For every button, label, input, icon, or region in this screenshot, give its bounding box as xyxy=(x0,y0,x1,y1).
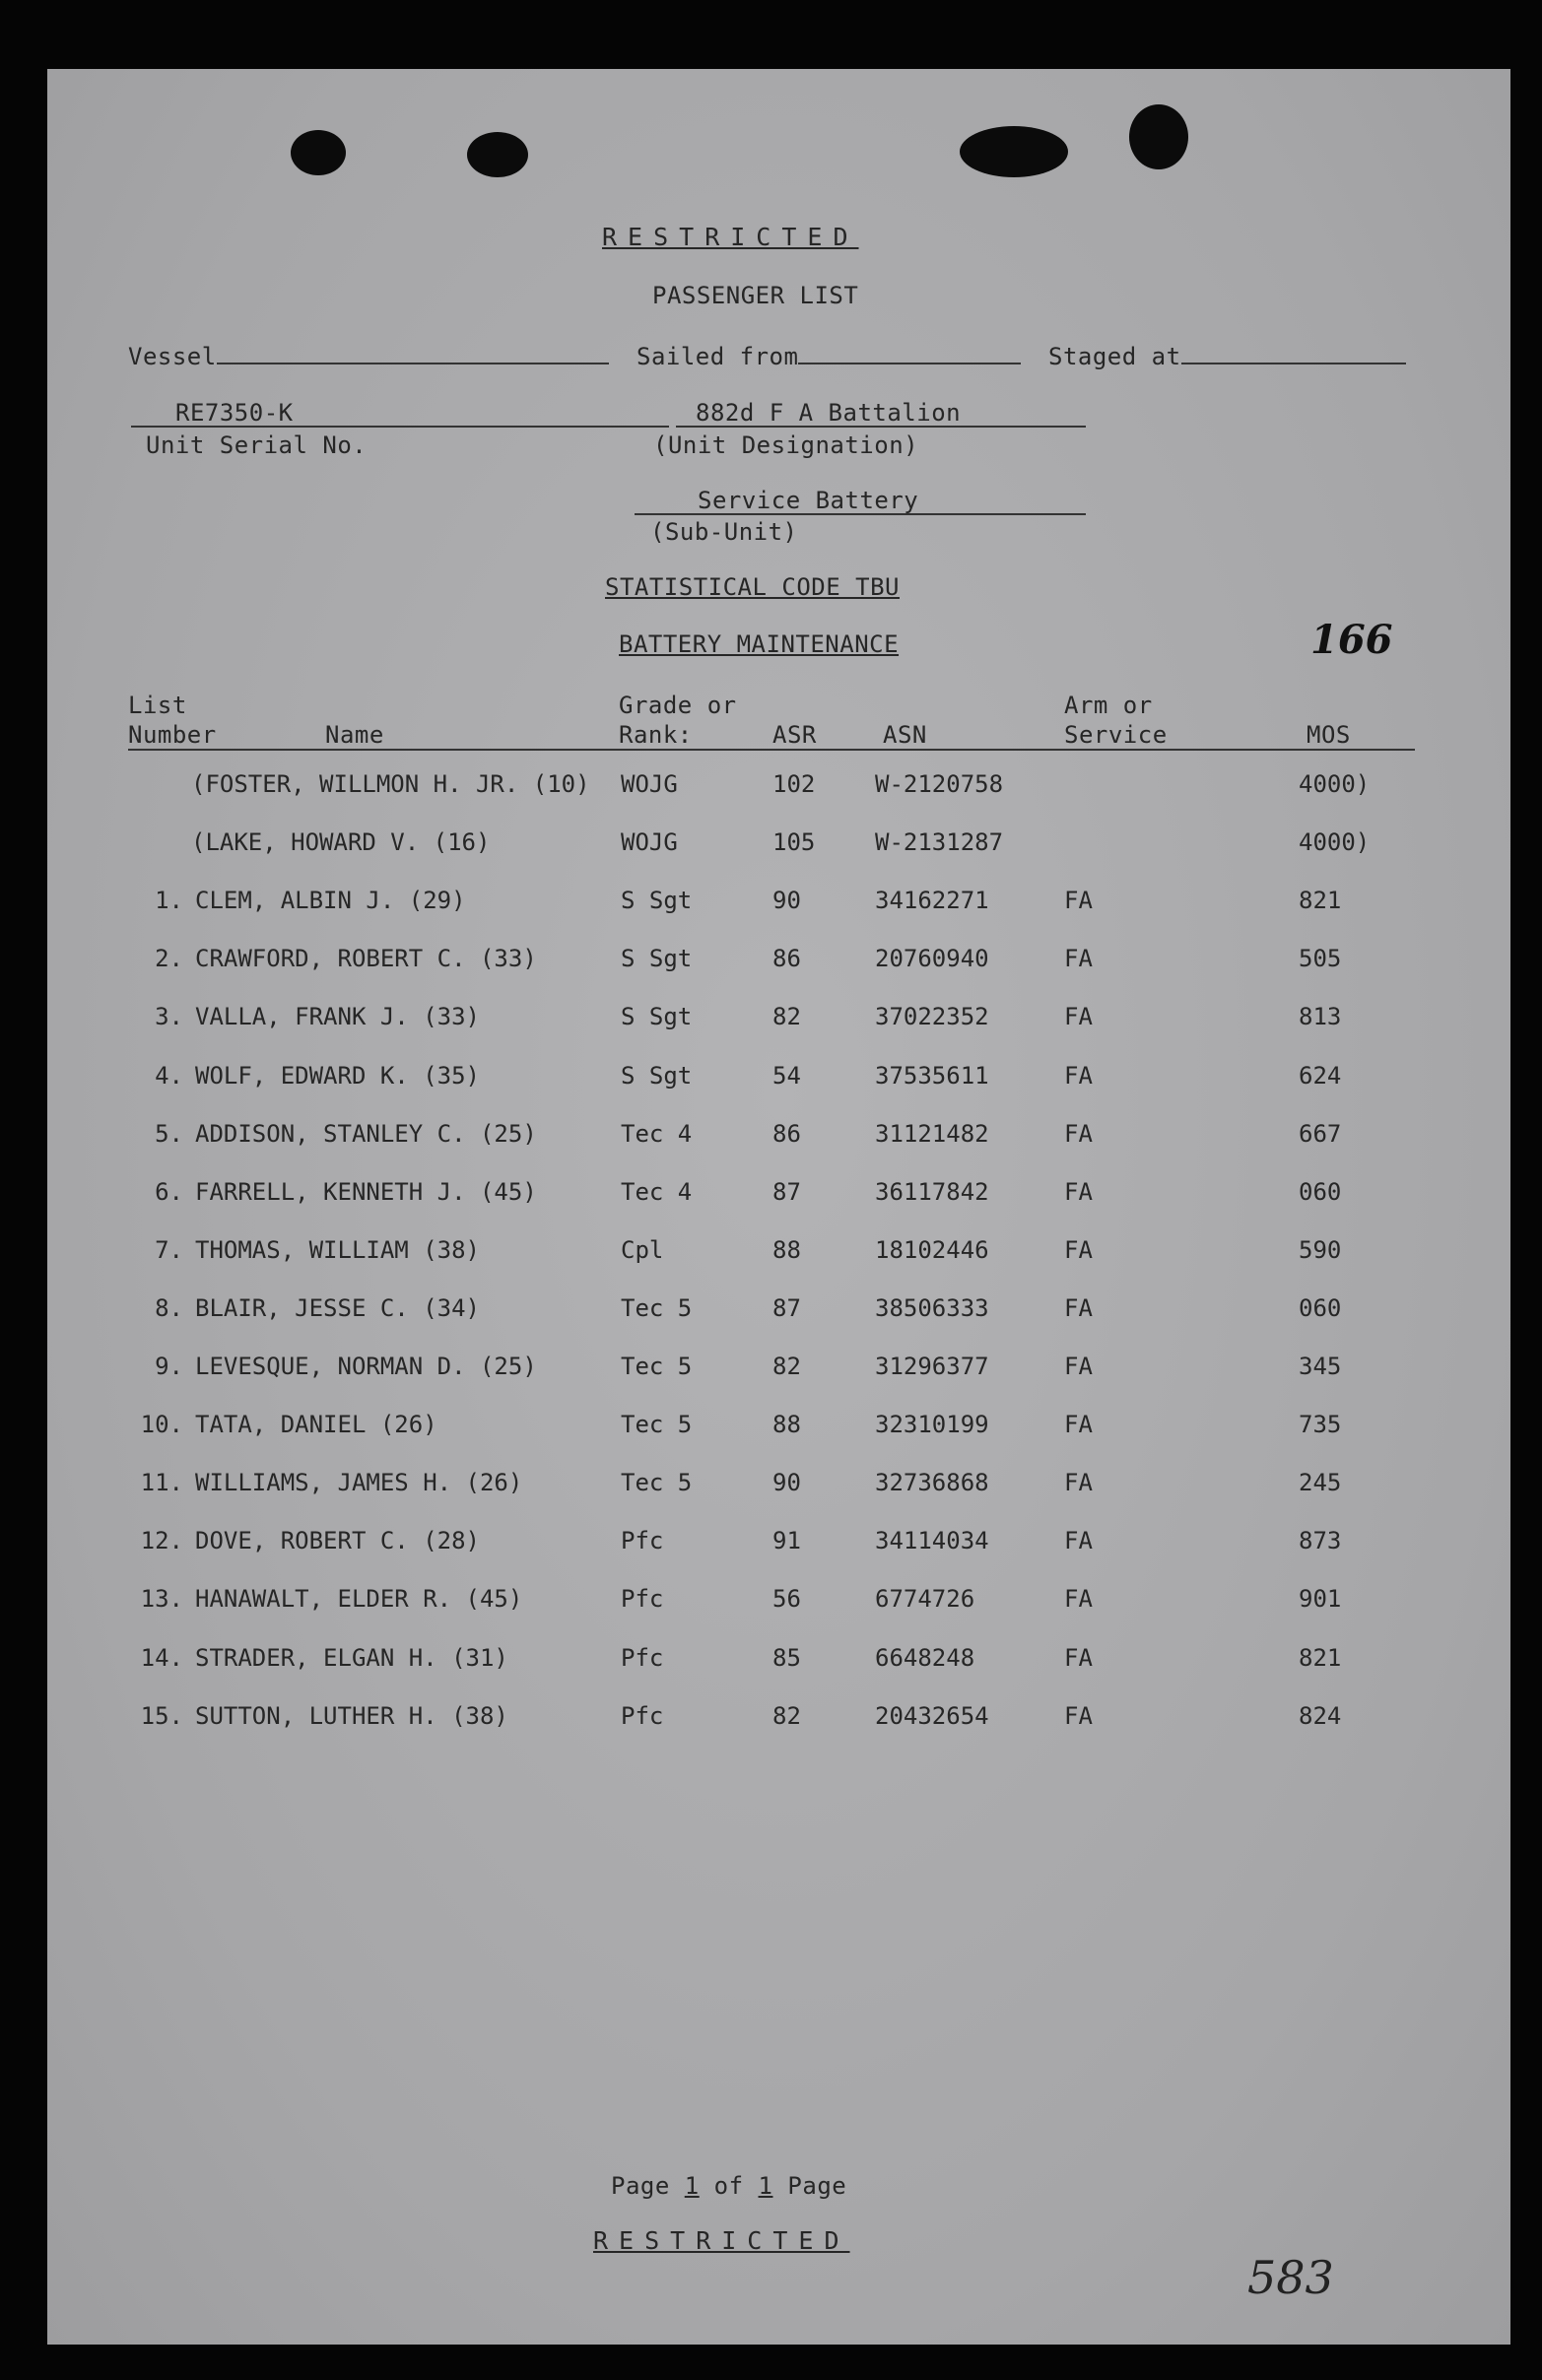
cell-arm: FA xyxy=(1064,1062,1093,1090)
handwritten-number: 583 xyxy=(1247,2251,1334,2304)
cell-asr: 82 xyxy=(772,1702,801,1730)
page-indicator xyxy=(611,2172,846,2200)
cell-asr: 88 xyxy=(772,1236,801,1264)
cell-grade: Pfc xyxy=(621,1585,664,1613)
cell-asn: 36117842 xyxy=(875,1178,989,1206)
punch-hole xyxy=(467,132,528,177)
cell-asn: 6774726 xyxy=(875,1585,975,1613)
cell-asr: 82 xyxy=(772,1003,801,1030)
cell-grade: Tec 4 xyxy=(621,1178,693,1206)
sailed-from-field xyxy=(637,341,1021,370)
document-page xyxy=(47,69,1510,2345)
cell-asr: 86 xyxy=(772,945,801,972)
cell-grade: Tec 5 xyxy=(621,1353,693,1380)
cell-name: VALLA, FRANK J. (33) xyxy=(195,1003,480,1030)
cell-name: SUTTON, LUTHER H. (38) xyxy=(195,1702,508,1730)
header-grade-top: Grade or xyxy=(619,692,737,719)
cell-name: BLAIR, JESSE C. (34) xyxy=(195,1294,480,1322)
cell-grade: Pfc xyxy=(621,1644,664,1672)
sub-unit-label: (Sub-Unit) xyxy=(650,518,798,546)
cell-mos: 735 xyxy=(1299,1411,1342,1438)
cell-arm: FA xyxy=(1064,1120,1093,1148)
cell-asn: W-2131287 xyxy=(875,828,1004,856)
page-of: of xyxy=(713,2172,744,2200)
cell-grade: WOJG xyxy=(621,770,678,798)
cell-arm: FA xyxy=(1064,1585,1093,1613)
header-arm: Service xyxy=(1064,721,1168,749)
cell-mos: 060 xyxy=(1299,1178,1342,1206)
cell-name: TATA, DANIEL (26) xyxy=(195,1411,437,1438)
cell-list-number: 15. xyxy=(140,1702,183,1730)
cell-mos: 821 xyxy=(1299,887,1342,914)
cell-grade: Cpl xyxy=(621,1236,664,1264)
cell-asr: 88 xyxy=(772,1411,801,1438)
cell-list-number: 7. xyxy=(155,1236,183,1264)
cell-asn: 32310199 xyxy=(875,1411,989,1438)
cell-arm: FA xyxy=(1064,1178,1093,1206)
cell-arm: FA xyxy=(1064,1411,1093,1438)
cell-mos: 345 xyxy=(1299,1353,1342,1380)
page-current: 1 xyxy=(684,2172,700,2200)
cell-list-number: 13. xyxy=(140,1585,183,1613)
cell-grade: Tec 5 xyxy=(621,1294,693,1322)
cell-arm: FA xyxy=(1064,1702,1093,1730)
cell-grade: S Sgt xyxy=(621,945,693,972)
cell-grade: Tec 5 xyxy=(621,1411,693,1438)
cell-name: (FOSTER, WILLMON H. JR. (10) xyxy=(191,770,590,798)
staged-at-field xyxy=(1048,341,1406,370)
staged-at-blank xyxy=(1181,341,1406,364)
header-list-number-top: List xyxy=(128,692,187,719)
header-rule xyxy=(128,749,1415,751)
cell-asn: 32736868 xyxy=(875,1469,989,1496)
cell-grade: WOJG xyxy=(621,828,678,856)
document-title: PASSENGER LIST xyxy=(652,282,859,309)
header-mos: MOS xyxy=(1307,721,1351,749)
section-title: BATTERY MAINTENANCE xyxy=(619,630,900,658)
punch-hole xyxy=(1129,104,1188,169)
cell-name: HANAWALT, ELDER R. (45) xyxy=(195,1585,523,1613)
page-prefix: Page xyxy=(611,2172,670,2200)
cell-asn: 34114034 xyxy=(875,1527,989,1554)
cell-list-number: 10. xyxy=(140,1411,183,1438)
cell-grade: Pfc xyxy=(621,1527,664,1554)
cell-grade: Pfc xyxy=(621,1702,664,1730)
cell-arm: FA xyxy=(1064,1469,1093,1496)
cell-mos: 667 xyxy=(1299,1120,1342,1148)
page-suffix: Page xyxy=(787,2172,847,2200)
cell-name: WILLIAMS, JAMES H. (26) xyxy=(195,1469,523,1496)
cell-mos: 590 xyxy=(1299,1236,1342,1264)
cell-name: ADDISON, STANLEY C. (25) xyxy=(195,1120,537,1148)
unit-designation-label: (Unit Designation) xyxy=(653,431,919,459)
cell-name: CRAWFORD, ROBERT C. (33) xyxy=(195,945,537,972)
cell-asn: 20760940 xyxy=(875,945,989,972)
cell-list-number: 4. xyxy=(155,1062,183,1090)
cell-list-number: 14. xyxy=(140,1644,183,1672)
cell-asr: 91 xyxy=(772,1527,801,1554)
cell-asr: 102 xyxy=(772,770,816,798)
classification-bottom: RESTRICTED xyxy=(593,2226,850,2255)
cell-name: STRADER, ELGAN H. (31) xyxy=(195,1644,508,1672)
cell-asn: 37022352 xyxy=(875,1003,989,1030)
cell-list-number: 11. xyxy=(140,1469,183,1496)
cell-asr: 85 xyxy=(772,1644,801,1672)
cell-mos: 873 xyxy=(1299,1527,1342,1554)
cell-arm: FA xyxy=(1064,887,1093,914)
cell-list-number: 6. xyxy=(155,1178,183,1206)
cell-asn: 18102446 xyxy=(875,1236,989,1264)
sailed-from-label: Sailed from xyxy=(637,343,799,370)
cell-mos: 624 xyxy=(1299,1062,1342,1090)
vessel-blank xyxy=(217,341,609,364)
cell-asr: 105 xyxy=(772,828,816,856)
cell-asn: 34162271 xyxy=(875,887,989,914)
cell-arm: FA xyxy=(1064,945,1093,972)
cell-name: WOLF, EDWARD K. (35) xyxy=(195,1062,480,1090)
cell-grade: S Sgt xyxy=(621,1062,693,1090)
sailed-from-blank xyxy=(798,341,1021,364)
staged-at-label: Staged at xyxy=(1048,343,1181,370)
cell-asn: 31296377 xyxy=(875,1353,989,1380)
page-number-stamp: 166 xyxy=(1310,617,1393,663)
cell-asn: W-2120758 xyxy=(875,770,1004,798)
unit-designation-line xyxy=(676,426,1086,428)
classification-top: RESTRICTED xyxy=(602,223,859,251)
cell-asr: 90 xyxy=(772,887,801,914)
cell-arm: FA xyxy=(1064,1527,1093,1554)
cell-list-number: 12. xyxy=(140,1527,183,1554)
punch-hole xyxy=(960,126,1068,177)
cell-asn: 37535611 xyxy=(875,1062,989,1090)
cell-grade: S Sgt xyxy=(621,1003,693,1030)
page-total: 1 xyxy=(758,2172,773,2200)
punch-hole xyxy=(291,130,346,175)
cell-mos: 4000) xyxy=(1299,770,1371,798)
cell-name: THOMAS, WILLIAM (38) xyxy=(195,1236,480,1264)
cell-asr: 87 xyxy=(772,1294,801,1322)
cell-mos: 824 xyxy=(1299,1702,1342,1730)
sub-unit-line xyxy=(635,513,1086,515)
unit-designation-value: 882d F A Battalion xyxy=(696,399,962,427)
cell-list-number: 1. xyxy=(155,887,183,914)
header-grade: Rank: xyxy=(619,721,693,749)
cell-arm: FA xyxy=(1064,1294,1093,1322)
header-list-number: Number xyxy=(128,721,217,749)
cell-mos: 505 xyxy=(1299,945,1342,972)
sub-unit-value: Service Battery xyxy=(698,487,919,514)
unit-serial-line xyxy=(131,426,669,428)
cell-mos: 901 xyxy=(1299,1585,1342,1613)
header-arm-top: Arm or xyxy=(1064,692,1153,719)
unit-serial-label: Unit Serial No. xyxy=(146,431,368,459)
cell-arm: FA xyxy=(1064,1003,1093,1030)
cell-grade: Tec 4 xyxy=(621,1120,693,1148)
cell-asn: 31121482 xyxy=(875,1120,989,1148)
cell-asr: 86 xyxy=(772,1120,801,1148)
cell-arm: FA xyxy=(1064,1353,1093,1380)
cell-mos: 4000) xyxy=(1299,828,1371,856)
cell-asr: 87 xyxy=(772,1178,801,1206)
vessel-label: Vessel xyxy=(128,343,217,370)
cell-asn: 38506333 xyxy=(875,1294,989,1322)
cell-name: CLEM, ALBIN J. (29) xyxy=(195,887,466,914)
cell-grade: Tec 5 xyxy=(621,1469,693,1496)
header-asn: ASN xyxy=(883,721,927,749)
cell-asr: 54 xyxy=(772,1062,801,1090)
cell-name: LEVESQUE, NORMAN D. (25) xyxy=(195,1353,537,1380)
cell-grade: S Sgt xyxy=(621,887,693,914)
cell-list-number: 3. xyxy=(155,1003,183,1030)
cell-arm: FA xyxy=(1064,1236,1093,1264)
cell-arm: FA xyxy=(1064,1644,1093,1672)
cell-mos: 245 xyxy=(1299,1469,1342,1496)
statistical-code: STATISTICAL CODE TBU xyxy=(605,573,900,601)
cell-asr: 90 xyxy=(772,1469,801,1496)
cell-asr: 56 xyxy=(772,1585,801,1613)
cell-name: FARRELL, KENNETH J. (45) xyxy=(195,1178,537,1206)
cell-mos: 060 xyxy=(1299,1294,1342,1322)
cell-mos: 821 xyxy=(1299,1644,1342,1672)
vessel-field xyxy=(128,341,609,370)
cell-list-number: 9. xyxy=(155,1353,183,1380)
cell-mos: 813 xyxy=(1299,1003,1342,1030)
cell-asn: 20432654 xyxy=(875,1702,989,1730)
cell-name: (LAKE, HOWARD V. (16) xyxy=(191,828,491,856)
cell-list-number: 2. xyxy=(155,945,183,972)
cell-list-number: 8. xyxy=(155,1294,183,1322)
cell-name: DOVE, ROBERT C. (28) xyxy=(195,1527,480,1554)
header-name: Name xyxy=(325,721,384,749)
cell-asn: 6648248 xyxy=(875,1644,975,1672)
unit-serial-value: RE7350-K xyxy=(175,399,294,427)
cell-list-number: 5. xyxy=(155,1120,183,1148)
cell-asr: 82 xyxy=(772,1353,801,1380)
header-asr: ASR xyxy=(772,721,817,749)
